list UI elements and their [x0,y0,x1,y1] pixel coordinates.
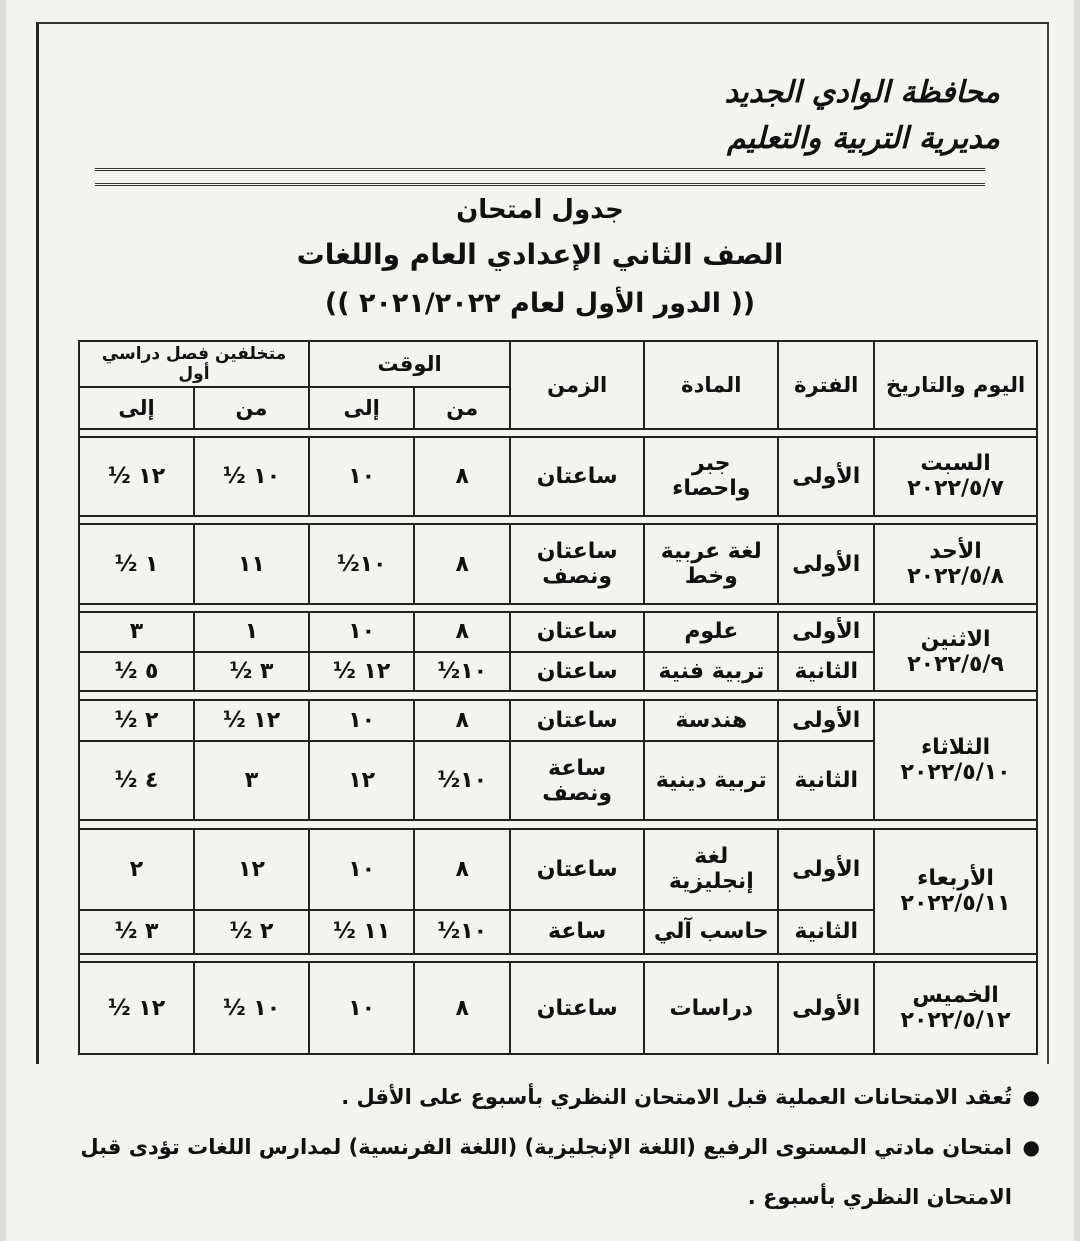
note-item: ● امتحان مادتي المستوى الرفيع (اللغة الإنجليزية) (اللغة الفرنسية) لمدارس اللغات تؤدى قبل الامتحان النظري بأسبوع . [30,1122,1040,1222]
table-row [79,437,1037,516]
period-cell: الثانية [778,910,874,954]
time-from-cell: ٨ [414,962,510,1054]
time-to-cell: ١٠ [309,700,414,742]
period-cell: الأولى [778,524,874,603]
table-row [79,524,1037,603]
grade-title: الصف الثاني الإعدادي العام واللغات [296,238,784,271]
document-title: جدول امتحان [456,195,624,225]
duration-cell: ساعتان [510,437,644,516]
time-to-cell: ١٠ [309,612,414,652]
duration-cell: ساعتان [510,962,644,1054]
period-cell: الأولى [778,612,874,652]
late-to-cell: ١٢ ½ [79,962,194,1054]
late-to-cell: ٢ [79,829,194,910]
issuer-header [725,70,1000,162]
bullet-icon: ● [1022,1085,1040,1109]
day-cell: الاثنين ٢٠٢٢/٥/٩ [874,612,1037,691]
separator-line [95,168,985,186]
time-to-cell: ١٠ [309,437,414,516]
time-from-cell: ٨ [414,437,510,516]
time-from-cell: ٨ [414,829,510,910]
day-cell: الخميس ٢٠٢٢/٥/١٢ [874,962,1037,1054]
late-from-cell: ٣ ½ [194,652,309,692]
late-from-cell: ١٢ ½ [194,700,309,742]
time-to-cell: ١١ ½ [309,910,414,954]
header-duration: الزمن [510,341,644,429]
header-time-from: من [414,387,510,429]
time-from-cell: ٨ [414,612,510,652]
period-cell: الثانية [778,652,874,692]
time-from-cell: ١٠½ [414,741,510,820]
term-title: (( الدور الأول لعام ٢٠٢١/٢٠٢٢ )) [324,288,756,319]
subject-cell: هندسة [644,700,778,742]
duration-cell: ساعتان [510,652,644,692]
time-to-cell: ١٠ [309,962,414,1054]
late-from-cell: ١٢ [194,829,309,910]
table-row [79,829,1037,910]
day-cell: الأحد ٢٠٢٢/٥/٨ [874,524,1037,603]
period-cell: الأولى [778,829,874,910]
subject-cell: حاسب آلي [644,910,778,954]
header-time: الوقت [309,341,510,387]
note-item: ● تُعقد الامتحانات العملية قبل الامتحان النظري بأسبوع على الأقل . [30,1072,1040,1122]
subject-cell: علوم [644,612,778,652]
subject-cell: لغة عربية وخط [644,524,778,603]
notes-section [30,1072,1040,1222]
time-from-cell: ٨ [414,700,510,742]
period-cell: الأولى [778,437,874,516]
late-from-cell: ١٠ ½ [194,437,309,516]
late-from-cell: ٢ ½ [194,910,309,954]
exam-schedule-table [78,340,1038,1055]
time-from-cell: ١٠½ [414,652,510,692]
table-row [79,700,1037,742]
late-to-cell: ٣ ½ [79,910,194,954]
late-to-cell: ١٢ ½ [79,437,194,516]
subject-cell: دراسات [644,962,778,1054]
header-late-from: من [194,387,309,429]
table-row [79,612,1037,652]
day-cell: السبت ٢٠٢٢/٥/٧ [874,437,1037,516]
time-to-cell: ١٠½ [309,524,414,603]
late-from-cell: ١ [194,612,309,652]
header-day: اليوم والتاريخ [874,341,1037,429]
time-from-cell: ٨ [414,524,510,603]
subject-cell: جبر واحصاء [644,437,778,516]
time-to-cell: ١٢ [309,741,414,820]
late-to-cell: ١ ½ [79,524,194,603]
subject-cell: لغة إنجليزية [644,829,778,910]
late-to-cell: ٥ ½ [79,652,194,692]
duration-cell: ساعتان [510,700,644,742]
time-to-cell: ١٢ ½ [309,652,414,692]
header-late-students: متخلفين فصل دراسي أول [79,341,309,387]
day-cell: الأربعاء ٢٠٢٢/٥/١١ [874,829,1037,954]
duration-cell: ساعتان [510,612,644,652]
day-cell: الثلاثاء ٢٠٢٢/٥/١٠ [874,700,1037,821]
late-to-cell: ٢ ½ [79,700,194,742]
subject-cell: تربية فنية [644,652,778,692]
period-cell: الأولى [778,962,874,1054]
header-period: الفترة [778,341,874,429]
header-late-to: إلى [79,387,194,429]
header-subject: المادة [644,341,778,429]
late-from-cell: ٣ [194,741,309,820]
late-to-cell: ٤ ½ [79,741,194,820]
period-cell: الثانية [778,741,874,820]
late-to-cell: ٣ [79,612,194,652]
directorate-name: مديرية التربية والتعليم [726,121,1000,156]
duration-cell: ساعة ونصف [510,741,644,820]
bullet-icon: ● [1022,1135,1040,1159]
duration-cell: ساعتان [510,829,644,910]
time-to-cell: ١٠ [309,829,414,910]
duration-cell: ساعتان ونصف [510,524,644,603]
time-from-cell: ١٠½ [414,910,510,954]
late-from-cell: ١١ [194,524,309,603]
table-row [79,962,1037,1054]
duration-cell: ساعة [510,910,644,954]
subject-cell: تربية دينية [644,741,778,820]
period-cell: الأولى [778,700,874,742]
governorate-name: محافظة الوادي الجديد [724,75,1000,110]
header-time-to: إلى [309,387,414,429]
late-from-cell: ١٠ ½ [194,962,309,1054]
